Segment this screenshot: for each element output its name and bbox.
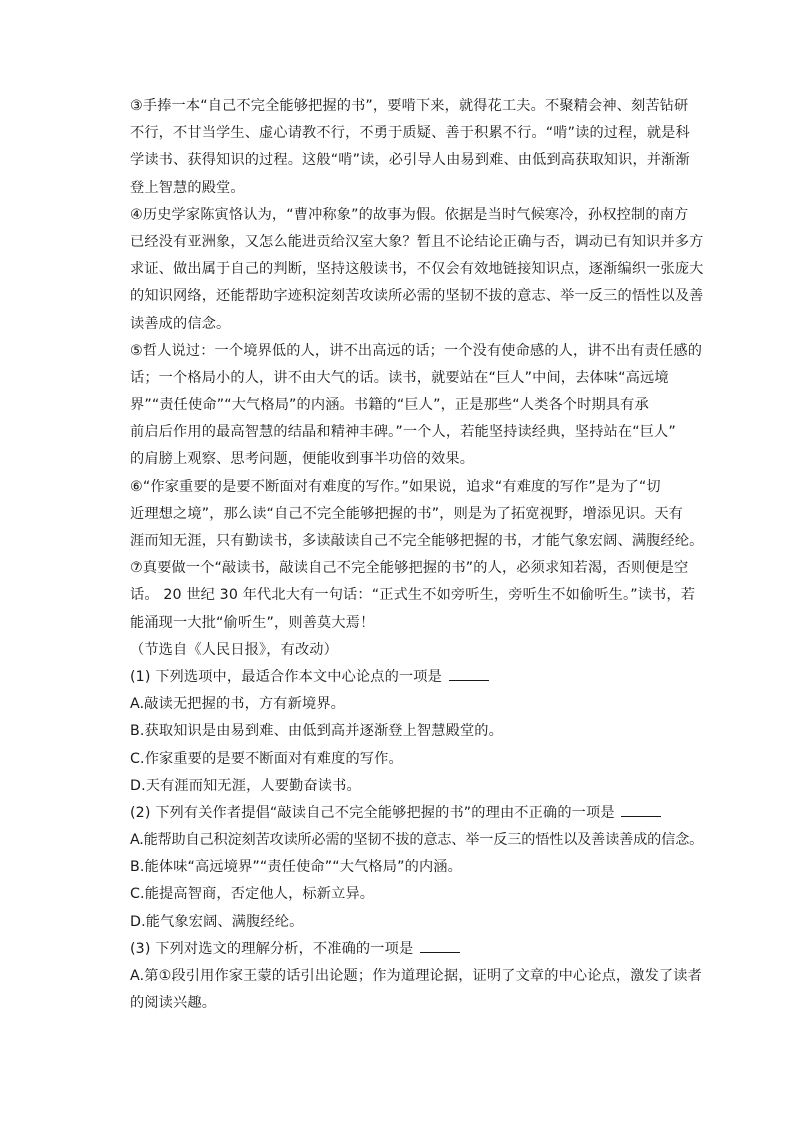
answer-blank[interactable] xyxy=(420,940,460,953)
text-line: ④历史学家陈寅恪认为，“曹冲称象”的故事为假。依据是当时气候寒冷，孙权控制的南方 xyxy=(130,206,689,223)
option-d: D.能气象宏阔、满腹经纶。 xyxy=(130,913,304,930)
paragraph-7 xyxy=(130,555,710,637)
question-2 xyxy=(130,800,710,936)
option-a: A.敲读无把握的书，方有新境界。 xyxy=(130,696,345,713)
text-line: 近理想之境”，那么读“自己不完全能够把握的书”，则是为了拓宽视野，增添见识。天有 xyxy=(130,505,683,522)
text-line: 话；一个格局小的人，讲不由大气的话。读书，就要站在“巨人”中间，去体味“高远境 xyxy=(130,369,669,386)
document-page xyxy=(130,93,710,1017)
answer-blank[interactable] xyxy=(621,804,661,817)
option-d: D.天有涯而知无涯，人要勤奋读书。 xyxy=(130,777,361,794)
question-stem xyxy=(130,664,710,691)
text-line: 界”“责任使命”“大气格局”的内涵。书籍的“巨人”，正是那些“人类各个时期具有承 xyxy=(130,397,649,414)
option-a: A.能帮助自己积淀刻苦攻读所必需的坚韧不拔的意志、举一反三的悟性以及善读善成的信念。 xyxy=(130,832,704,849)
question-stem-text: (2) 下列有关作者提倡“敲读自己不完全能够把握的书”的理由不正确的一项是 xyxy=(130,804,620,821)
text-line: ⑦真要做一个“敲读书，敲读自己不完全能够把握的书”的人，必须求知若渴，否则便是空 xyxy=(130,560,689,577)
option-a-continued: 的阅读兴趣。 xyxy=(130,995,217,1012)
text-line: 话。 20 世纪 30 年代北大有一句话：“正式生不如旁听生，旁听生不如偷听生。”读书，若 xyxy=(130,587,696,604)
text-line: 不行，不甘当学生、虚心请教不行，不勇于质疑、善于积累不行。“啃”读的过程，就是科 xyxy=(130,125,690,142)
text-line: 前启后作用的最高智慧的结晶和精神丰碑。”一个人，若能坚持读经典，坚持站在“巨人” xyxy=(130,424,676,441)
paragraph-6 xyxy=(130,474,710,556)
question-stem xyxy=(130,936,710,963)
text-line: 已经没有亚洲象，又怎么能进贡给汉室大象？暂且不论结论正确与否，调动已有知识并多方 xyxy=(130,233,704,250)
source-note: （节选自《人民日报》，有改动） xyxy=(130,641,338,658)
paragraph-5 xyxy=(130,338,710,474)
text-line: ③手捧一本“自己不完全能够把握的书”，要啃下来，就得花工夫。不聚精会神、刻苦钻研 xyxy=(130,98,689,114)
question-stem-text: (3) 下列对选文的理解分析，不准确的一项是 xyxy=(130,940,418,957)
text-line: ⑤哲人说过：一个境界低的人，讲不出高远的话；一个没有使命感的人，讲不出有责任感的 xyxy=(130,342,703,359)
question-stem xyxy=(130,800,710,827)
text-line: ⑥“作家重要的是要不断面对有难度的写作。”如果说，追求“有难度的写作”是为了“切 xyxy=(130,478,661,495)
option-a: A.第①段引用作家王蒙的话引出论题；作为道理论据，证明了文章的中心论点，激发了读者 xyxy=(130,968,702,984)
text-line: 读善成的信念。 xyxy=(130,315,231,332)
option-c: C.作家重要的是要不断面对有难度的写作。 xyxy=(130,750,403,767)
question-3 xyxy=(130,936,710,1018)
answer-blank[interactable] xyxy=(449,668,489,681)
text-line: 求证、做出属于自己的判断，坚持这般读书，不仅会有效地链接知识点，逐渐编织一张庞大 xyxy=(130,261,704,278)
option-b: B.能体味“高远境界”“责任使命”“大气格局”的内涵。 xyxy=(130,859,462,876)
text-line: 能涌现一大批“偷听生”，则善莫大焉！ xyxy=(130,614,375,631)
question-1 xyxy=(130,664,710,800)
text-line: 的肩膀上观察、思考问题，便能收到事半功倍的效果。 xyxy=(130,451,475,468)
text-line: 的知识网络，还能帮助字迹积淀刻苦攻读所必需的坚韧不拔的意志、举一反三的悟性以及善 xyxy=(130,288,704,305)
paragraph-4 xyxy=(130,202,710,338)
text-line: 涯而知无涯，只有勤读书，多读敲读自己不完全能够把握的书，才能气象宏阔、满腹经纶。 xyxy=(130,533,704,549)
paragraph-3 xyxy=(130,93,710,202)
option-c: C.能提高智商，否定他人，标新立异。 xyxy=(130,886,375,903)
option-b: B.获取知识是由易到难、由低到高并逐渐登上智慧殿堂的。 xyxy=(130,723,503,740)
text-line: 学读书、获得知识的过程。这般“啃”读，必引导人由易到难、由低到高获取知识，并渐渐 xyxy=(130,152,690,169)
text-line: 登上智慧的殿堂。 xyxy=(130,179,245,196)
question-stem-text: (1) 下列选项中，最适合作本文中心论点的一项是 xyxy=(130,668,447,685)
